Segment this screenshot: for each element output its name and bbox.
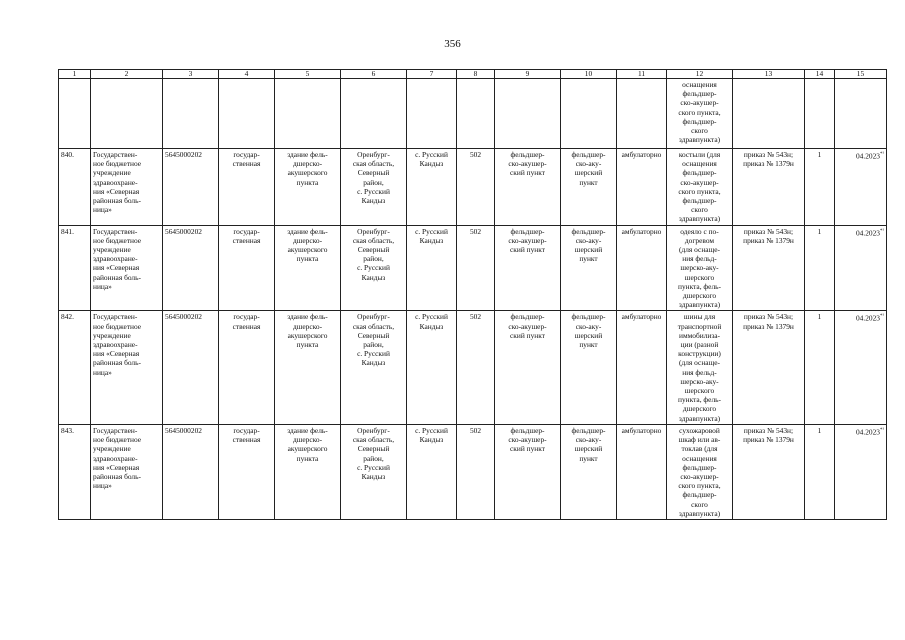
cell-line: здание фель- — [287, 312, 328, 322]
cell-line: шины для — [683, 312, 716, 322]
cell-text: 5645000202 — [165, 312, 202, 322]
cell-line: шерско-аку- — [680, 376, 719, 386]
unit-cell — [495, 424, 561, 519]
locality-cell — [407, 149, 457, 226]
ownership-cell — [219, 225, 275, 311]
cell-line: Кандыз — [361, 358, 386, 368]
cell-line: с. Русский — [415, 425, 448, 435]
locality-cell — [407, 225, 457, 311]
cell-text: 04.2023 — [855, 228, 880, 238]
cell-line: приказ № 1379н — [743, 435, 794, 445]
cell-line: оснащения — [682, 159, 717, 169]
cell-line: шкаф или ав- — [678, 435, 721, 445]
cell-line: ский пункт — [510, 330, 545, 340]
cell-line: здравпункта) — [678, 508, 721, 518]
cell-line: ского — [691, 126, 708, 136]
cell-line: здание фель- — [287, 226, 328, 236]
row-number-cell — [59, 424, 91, 519]
cell-line: фельдшер- — [510, 226, 545, 236]
cell-line: фельдшер- — [510, 150, 545, 159]
care-type-cell — [617, 424, 667, 519]
cell-line: приказ № 543н; — [743, 150, 794, 159]
cell-line: шерский — [574, 330, 603, 340]
cell-line: ского пункта, — [678, 107, 721, 117]
ownership-cell — [219, 149, 275, 226]
equipment-cell — [667, 149, 733, 226]
cell-line: Кандыз — [419, 435, 444, 445]
cell-line: государ- — [233, 226, 260, 236]
cell-line: догревом — [684, 235, 715, 245]
cell-line: ния «Северная — [93, 349, 140, 359]
building-cell — [275, 225, 341, 311]
cell-line: Государствен- — [93, 226, 138, 236]
cell-line: ница» — [93, 367, 112, 377]
cell-text: 843. — [61, 425, 74, 435]
cell-text: амбулаторно — [621, 150, 662, 159]
cell-line: фельдшер- — [571, 226, 606, 236]
cell-text: 502 — [469, 312, 482, 322]
cell-line: ница» — [93, 281, 112, 291]
cell-line: дшерско- — [292, 435, 323, 445]
cell-line: приказ № 543н; — [743, 312, 794, 322]
cell-line: иммобилиза- — [678, 330, 721, 340]
cell-line: Северный — [357, 168, 390, 178]
cell-line: шерский — [574, 444, 603, 454]
cell-line: Северный — [357, 330, 390, 340]
cell-line: акушерского — [287, 245, 328, 255]
date-cell — [835, 424, 887, 519]
cell-text: 1 — [817, 312, 822, 322]
cell-line: ственная — [232, 321, 261, 331]
cell-line: ное бюджетное — [93, 159, 142, 169]
cell-line: Кандыз — [361, 272, 386, 282]
building-cell — [275, 311, 341, 424]
row-number-cell — [59, 311, 91, 424]
header-cell: 10 — [561, 70, 617, 79]
cell-line: Государствен- — [93, 312, 138, 322]
cell-line: ско-акушер- — [508, 435, 547, 445]
cell-line: оснащения — [682, 453, 717, 463]
cell-line: Северный — [357, 444, 390, 454]
cell-line: ского пункта, — [678, 186, 721, 196]
orders-cell — [733, 225, 805, 311]
cell-line: приказ № 1379н — [743, 235, 794, 245]
cell-line: конструкции) — [678, 349, 721, 359]
cell-line: с. Русский — [357, 263, 390, 273]
cell-line: район, — [363, 340, 384, 350]
address-cell — [341, 149, 407, 226]
cell-line: район, — [363, 453, 384, 463]
cell-line: ского — [691, 205, 708, 215]
cell-line: здравоохране- — [93, 340, 138, 350]
cell-line: ско-акушер- — [680, 177, 719, 187]
cell-line: ственная — [232, 435, 261, 445]
cell-text: 502 — [469, 150, 482, 159]
cell-text: 04.2023 — [855, 151, 880, 161]
cell-line: районная боль- — [93, 358, 141, 368]
cell-line: пункта — [296, 254, 319, 264]
cell-line: пункта — [296, 453, 319, 463]
cell-text: амбулаторно — [621, 226, 662, 236]
cell-line: шерско-аку- — [680, 263, 719, 273]
cell-line: учреждение — [93, 444, 131, 454]
code2-cell — [457, 311, 495, 424]
cell-line: с. Русский — [357, 462, 390, 472]
cell-line: акушерского — [287, 330, 328, 340]
cell-line: дшерско- — [292, 321, 323, 331]
date-footnote-mark: *¹ — [880, 152, 884, 157]
header-cell: 9 — [495, 70, 561, 79]
cell-text: 842. — [61, 312, 74, 322]
orders-cell — [733, 149, 805, 226]
code-cell — [163, 424, 219, 519]
cell-line: костыли (для — [678, 150, 721, 159]
cell-line: ская область, — [352, 321, 395, 331]
cell-line: ского пункта, — [678, 481, 721, 491]
cell-line: ская область, — [352, 435, 395, 445]
code-cell — [163, 311, 219, 424]
address-cell — [341, 225, 407, 311]
cell-line: с. Русский — [357, 349, 390, 359]
cell-line: фельдшер- — [571, 425, 606, 435]
date-cell — [835, 311, 887, 424]
quantity-cell — [805, 311, 835, 424]
cell-text: амбулаторно — [621, 312, 662, 322]
cell-line: пункта — [296, 340, 319, 350]
header-row — [59, 70, 887, 79]
cell-line: акушерского — [287, 444, 328, 454]
quantity-cell — [805, 149, 835, 226]
orders-cell — [733, 424, 805, 519]
cell-line: ния фельд- — [682, 367, 717, 377]
cell-line: ско-аку- — [575, 235, 602, 245]
header-cell: 12 — [667, 70, 733, 79]
header-cell: 11 — [617, 70, 667, 79]
cell-text: 5645000202 — [165, 425, 202, 435]
cell-line: ния фельд- — [682, 254, 717, 264]
cell-line: здание фель- — [287, 425, 328, 435]
header-cell: 8 — [457, 70, 495, 79]
cell-line: Кандыз — [419, 159, 444, 169]
cell-text: 502 — [469, 226, 482, 236]
cell-line: пункт — [579, 177, 598, 187]
cell-line: дшерско- — [292, 235, 323, 245]
cell-line: шерского — [684, 272, 715, 282]
cell-line: ско-аку- — [575, 435, 602, 445]
cell-line: ния «Северная — [93, 263, 140, 273]
orders-cell — [733, 311, 805, 424]
cell-line: (для оснаще- — [679, 245, 720, 255]
code2-cell — [457, 149, 495, 226]
cell-line: ния «Северная — [93, 186, 140, 196]
cell-line: дшерского — [682, 404, 717, 414]
header-cell: 6 — [341, 70, 407, 79]
cell-line: фельдшер- — [682, 89, 717, 99]
header-cell: 15 — [835, 70, 887, 79]
organization-cell — [91, 424, 163, 519]
cell-line: район, — [363, 177, 384, 187]
equipment-cell — [667, 225, 733, 311]
code-cell — [163, 225, 219, 311]
cell-line: ное бюджетное — [93, 235, 142, 245]
register-table — [58, 69, 887, 520]
unit2-cell — [561, 424, 617, 519]
cell-line: ско-акушер- — [508, 159, 547, 169]
cell-line: здание фель- — [287, 150, 328, 159]
cell-line: ции (разной — [680, 340, 719, 350]
cell-text: 5645000202 — [165, 150, 202, 159]
cell-line: ского — [691, 499, 708, 509]
code2-cell — [457, 424, 495, 519]
cell-line: фельдшер- — [510, 312, 545, 322]
cell-line: районная боль- — [93, 272, 141, 282]
row-number-cell — [59, 149, 91, 226]
cell-line: фельдшер- — [682, 462, 717, 472]
cell-line: ница» — [93, 481, 112, 491]
cell-line: ско-акушер- — [680, 98, 719, 108]
cell-line: ско-акушер- — [680, 471, 719, 481]
cell-line: здравпункта) — [678, 214, 721, 224]
cell-line: оснащения — [682, 80, 717, 89]
cell-line: учреждение — [93, 330, 131, 340]
cell-line: транспортной — [677, 321, 722, 331]
page-number: 356 — [444, 38, 461, 50]
cell-line: ский пункт — [510, 444, 545, 454]
table-row — [59, 225, 887, 311]
locality-cell — [407, 424, 457, 519]
cell-line: с. Русский — [357, 186, 390, 196]
date-footnote-mark: *¹ — [880, 427, 884, 433]
cell-line: Оренбург- — [357, 150, 390, 159]
cell-line: ница» — [93, 205, 112, 215]
cell-line: Государствен- — [93, 425, 138, 435]
cell-line: пункта, фель- — [678, 281, 721, 291]
cell-line: ско-аку- — [575, 321, 602, 331]
cell-line: пункта — [296, 177, 319, 187]
building-cell — [275, 149, 341, 226]
cell-line: приказ № 1379н — [743, 321, 794, 331]
cell-text: амбулаторно — [621, 425, 662, 435]
cell-line: здравоохране- — [93, 254, 138, 264]
cell-line: ский пункт — [510, 168, 545, 178]
cell-line: районная боль- — [93, 196, 141, 206]
cell-line: шерского — [684, 386, 715, 396]
cell-line: дшерско- — [292, 159, 323, 169]
unit-cell — [495, 225, 561, 311]
cell-text: 502 — [469, 425, 482, 435]
cell-text: 04.2023 — [855, 427, 880, 437]
cell-line: фельдшер- — [510, 425, 545, 435]
cell-text: 1 — [817, 226, 822, 236]
cell-line: фельдшер- — [571, 150, 606, 159]
header-cell: 5 — [275, 70, 341, 79]
cell-line: фельдшер- — [682, 168, 717, 178]
cell-line: с. Русский — [415, 312, 448, 322]
code-cell — [163, 149, 219, 226]
cell-line: одеяло с по- — [680, 226, 719, 236]
date-cell — [835, 149, 887, 226]
table-row — [59, 311, 887, 424]
cell-line: ская область, — [352, 159, 395, 169]
cell-line: Оренбург- — [357, 425, 390, 435]
unit2-cell — [561, 311, 617, 424]
cell-line: ственная — [232, 159, 261, 169]
cell-line: шерский — [574, 168, 603, 178]
cell-text: 5645000202 — [165, 226, 202, 236]
cell-line: приказ № 1379н — [743, 159, 794, 169]
cell-line: фельдшер- — [682, 490, 717, 500]
cell-line: ско-акушер- — [508, 235, 547, 245]
cell-text: 840. — [61, 150, 74, 159]
cell-line: фельдшер- — [682, 116, 717, 126]
cell-line: пункт — [579, 254, 598, 264]
cell-line: здравпункта) — [678, 135, 721, 145]
cell-line: район, — [363, 254, 384, 264]
cell-line: с. Русский — [415, 150, 448, 159]
cell-line: ско-аку- — [575, 159, 602, 169]
address-cell — [341, 311, 407, 424]
cell-line: пункт — [579, 340, 598, 350]
organization-cell — [91, 311, 163, 424]
care-type-cell — [617, 225, 667, 311]
cell-line: с. Русский — [415, 226, 448, 236]
cell-text: 841. — [61, 226, 74, 236]
cell-line: учреждение — [93, 168, 131, 178]
table-row — [59, 424, 887, 519]
cell-line: здравпункта) — [678, 300, 721, 310]
cell-line: ственная — [232, 235, 261, 245]
cell-text: 04.2023 — [855, 313, 880, 323]
header-cell: 7 — [407, 70, 457, 79]
cell-line: ное бюджетное — [93, 435, 142, 445]
cell-line: Кандыз — [361, 471, 386, 481]
ownership-cell — [219, 311, 275, 424]
quantity-cell — [805, 424, 835, 519]
header-cell: 4 — [219, 70, 275, 79]
cell-line: ско-акушер- — [508, 321, 547, 331]
cell-line: токлав (для — [681, 444, 718, 454]
cell-line: государ- — [233, 425, 260, 435]
cell-line: Кандыз — [419, 235, 444, 245]
care-type-cell — [617, 311, 667, 424]
cell-line: Северный — [357, 245, 390, 255]
care-type-cell — [617, 149, 667, 226]
ownership-cell — [219, 424, 275, 519]
cell-line: государ- — [233, 150, 260, 159]
header-cell: 2 — [91, 70, 163, 79]
cell-line: Оренбург- — [357, 312, 390, 322]
building-cell — [275, 424, 341, 519]
cell-line: приказ № 543н; — [743, 226, 794, 236]
cell-line: ное бюджетное — [93, 321, 142, 331]
cell-text: 1 — [817, 425, 822, 435]
continuation-row — [59, 79, 887, 149]
equipment-cell — [667, 311, 733, 424]
cell-line: ния «Северная — [93, 462, 140, 472]
cell-line: здравоохране- — [93, 453, 138, 463]
cell-line: дшерского — [682, 291, 717, 301]
cell-line: фельдшер- — [571, 312, 606, 322]
header-cell: 14 — [805, 70, 835, 79]
table-row — [59, 149, 887, 226]
header-cell: 3 — [163, 70, 219, 79]
cell-line: районная боль- — [93, 471, 141, 481]
row-number-cell — [59, 225, 91, 311]
cell-line: Оренбург- — [357, 226, 390, 236]
cell-line: учреждение — [93, 245, 131, 255]
cell-text: 1 — [817, 150, 822, 159]
cell-line: акушерского — [287, 168, 328, 178]
cell-line: пункта, фель- — [678, 395, 721, 405]
unit2-cell — [561, 225, 617, 311]
cell-line: пункт — [579, 453, 598, 463]
organization-cell — [91, 149, 163, 226]
address-cell — [341, 424, 407, 519]
cell-line: фельдшер- — [682, 196, 717, 206]
cell-line: шерский — [574, 245, 603, 255]
code2-cell — [457, 225, 495, 311]
quantity-cell — [805, 225, 835, 311]
date-cell — [835, 225, 887, 311]
locality-cell — [407, 311, 457, 424]
date-footnote-mark: *¹ — [880, 314, 884, 320]
cell-line: государ- — [233, 312, 260, 322]
cell-line: Кандыз — [361, 196, 386, 206]
header-cell: 1 — [59, 70, 91, 79]
continuation-equipment-cell — [667, 79, 733, 149]
cell-line: ская область, — [352, 235, 395, 245]
cell-line: Государствен- — [93, 150, 138, 159]
unit2-cell — [561, 149, 617, 226]
cell-line: (для оснаще- — [679, 358, 720, 368]
cell-line: здравпункта) — [678, 413, 721, 423]
cell-line: сухожаровой — [679, 425, 720, 435]
cell-line: здравоохране- — [93, 177, 138, 187]
organization-cell — [91, 225, 163, 311]
unit-cell — [495, 311, 561, 424]
unit-cell — [495, 149, 561, 226]
cell-line: Кандыз — [419, 321, 444, 331]
header-cell: 13 — [733, 70, 805, 79]
cell-line: приказ № 543н; — [743, 425, 794, 435]
cell-line: ский пункт — [510, 245, 545, 255]
equipment-cell — [667, 424, 733, 519]
date-footnote-mark: *¹ — [880, 228, 884, 234]
